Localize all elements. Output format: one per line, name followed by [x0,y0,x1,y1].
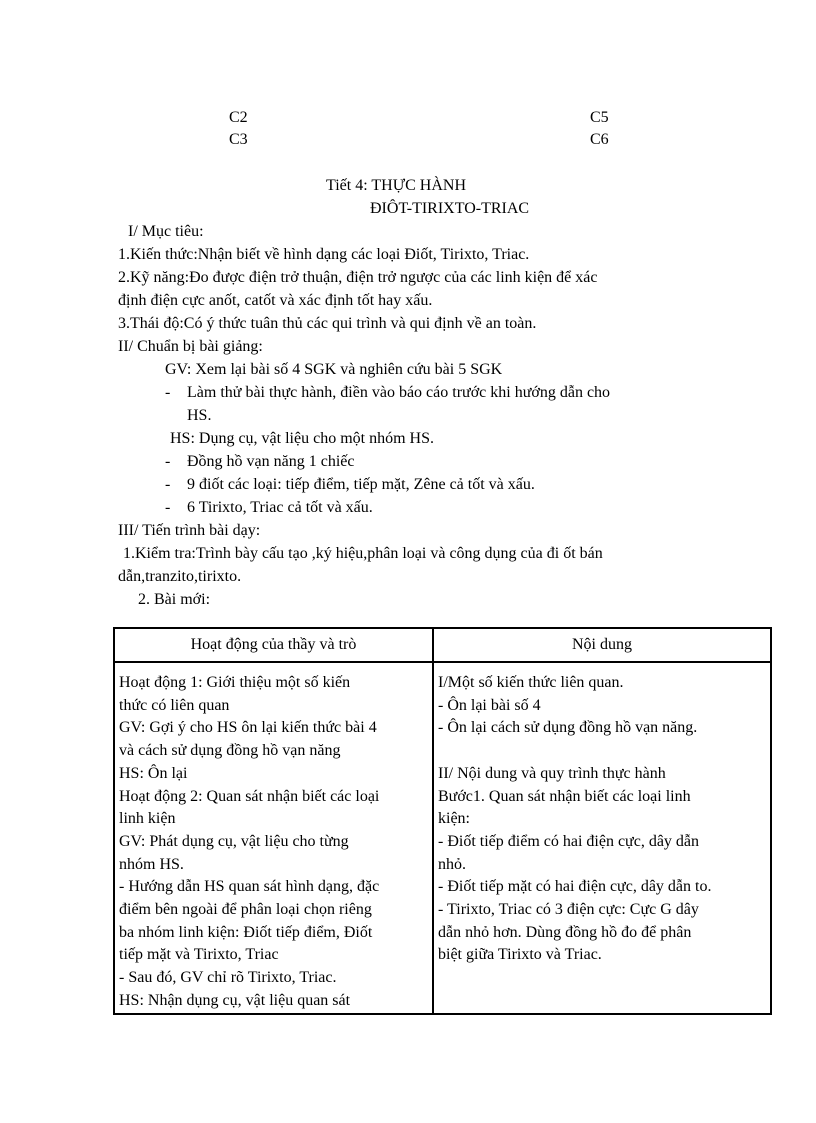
activities-cell [114,662,433,1014]
content-line: Bước1. Quan sát nhận biết các loại linh [438,787,691,805]
code-c3: C3 [229,131,248,148]
content-line: dẫn nhỏ hơn. Dùng đồng hồ đo để phân [438,923,692,941]
code-c5: C5 [590,109,609,126]
content-line: II/ Nội dung và quy trình thực hành [438,764,666,782]
content-line: - Ôn lại cách sử dụng đồng hồ vạn năng. [438,719,698,737]
process-heading: III/ Tiến trình bài dạy: [118,522,261,539]
objective-skill-cont: định điện cực anốt, catốt và xác định tốt hay xấu. [118,292,433,309]
objectives-heading: I/ Mục tiêu: [128,223,204,240]
activity-line: HS: Nhận dụng cụ, vật liệu quan sát [119,991,351,1009]
activity-line: - Hướng dẫn HS quan sát hình dạng, đặc [119,878,380,896]
student-prep-item-text: 6 Tirixto, Triac cả tốt và xấu. [187,499,373,516]
content-line: biệt giữa Tirixto và Triac. [438,946,602,964]
code-c6: C6 [590,131,609,148]
header-content: Nội dung [433,628,771,662]
new-lesson-heading: 2. Bài mới: [138,591,211,608]
activity-line: - Sau đó, GV chỉ rõ Tirixto, Triac. [119,969,337,987]
content-line: I/Một số kiến thức liên quan. [438,674,624,691]
activity-line: và cách sử dụng đồng hồ vạn năng [119,742,341,760]
student-prep-item: - 9 điốt các loại: tiếp điểm, tiếp mặt, Zêne cả tốt và xấu. [165,476,535,493]
content-line: kiện: [438,810,470,828]
activity-line: linh kiện [119,810,176,828]
activity-line: Hoạt động 2: Quan sát nhận biết các loại [119,787,380,805]
code-c2: C2 [229,109,248,126]
content-line: - Điốt tiếp mặt có hai điện cực, dây dẫn to. [438,878,712,896]
lesson-title: Tiết 4: THỰC HÀNH [326,177,466,194]
objective-attitude: 3.Thái độ:Có ý thức tuân thủ các qui trình và qui định về an toàn. [118,315,537,332]
content-line: - Ôn lại bài số 4 [438,696,541,714]
check-question: 1.Kiểm tra:Trình bày cấu tạo ,ký hiệu,phân loại và công dụng của đi ốt bán [123,545,603,562]
lesson-plan-table [113,627,772,1015]
header-activities: Hoạt động của thầy và trò [114,628,433,662]
lesson-subtitle: ĐIÔT-TIRIXTO-TRIAC [370,200,530,217]
activity-line: thức có liên quan [119,696,230,714]
teacher-prep-item: - Làm thử bài thực hành, điền vào báo cáo trước khi hướng dẫn cho [165,384,611,401]
content-line: nhỏ. [438,855,466,873]
activity-line: nhóm HS. [119,855,184,873]
teacher-prep-item-text: Làm thử bài thực hành, điền vào báo cáo trước khi hướng dẫn cho [187,384,611,401]
activity-line: ba nhóm linh kiện: Điốt tiếp điểm, Điốt [119,923,373,941]
objective-knowledge: 1.Kiến thức:Nhận biết về hình dạng các loại Điốt, Tirixto, Triac. [118,246,530,263]
activity-line: GV: Phát dụng cụ, vật liệu cho từng [119,832,349,850]
student-prep-item-text: 9 điốt các loại: tiếp điểm, tiếp mặt, Zêne cả tốt và xấu. [187,476,535,493]
activity-line: tiếp mặt và Tirixto, Triac [119,946,279,964]
student-prep-item: - 6 Tirixto, Triac cả tốt và xấu. [165,499,373,516]
activity-line: HS: Ôn lại [119,764,188,782]
content-line: - Điốt tiếp điểm có hai điện cực, dây dẫn [438,832,700,850]
content-line: - Tirixto, Triac có 3 điện cực: Cực G dây [438,901,699,919]
content-cell [433,662,771,1014]
activity-line: điểm bên ngoài để phân loại chọn riêng [119,901,372,919]
teacher-prep: GV: Xem lại bài số 4 SGK và nghiên cứu bài 5 SGK [165,361,503,378]
student-prep-item-text: Đồng hồ vạn năng 1 chiếc [187,453,355,470]
activity-line: GV: Gợi ý cho HS ôn lại kiến thức bài 4 [119,719,377,737]
check-question-cont: dẫn,tranzito,tirixto. [118,568,242,585]
activity-line: Hoạt động 1: Giới thiệu một số kiến [119,674,351,691]
teacher-prep-item-cont: HS. [187,407,212,424]
content-spacer [438,740,765,763]
student-prep: HS: Dụng cụ, vật liệu cho một nhóm HS. [170,430,434,447]
student-prep-item: - Đồng hồ vạn năng 1 chiếc [165,453,355,470]
objective-skill: 2.Kỹ năng:Đo được điện trở thuận, điện trở ngược của các linh kiện để xác [118,269,598,286]
preparation-heading: II/ Chuẩn bị bài giảng: [118,338,263,355]
